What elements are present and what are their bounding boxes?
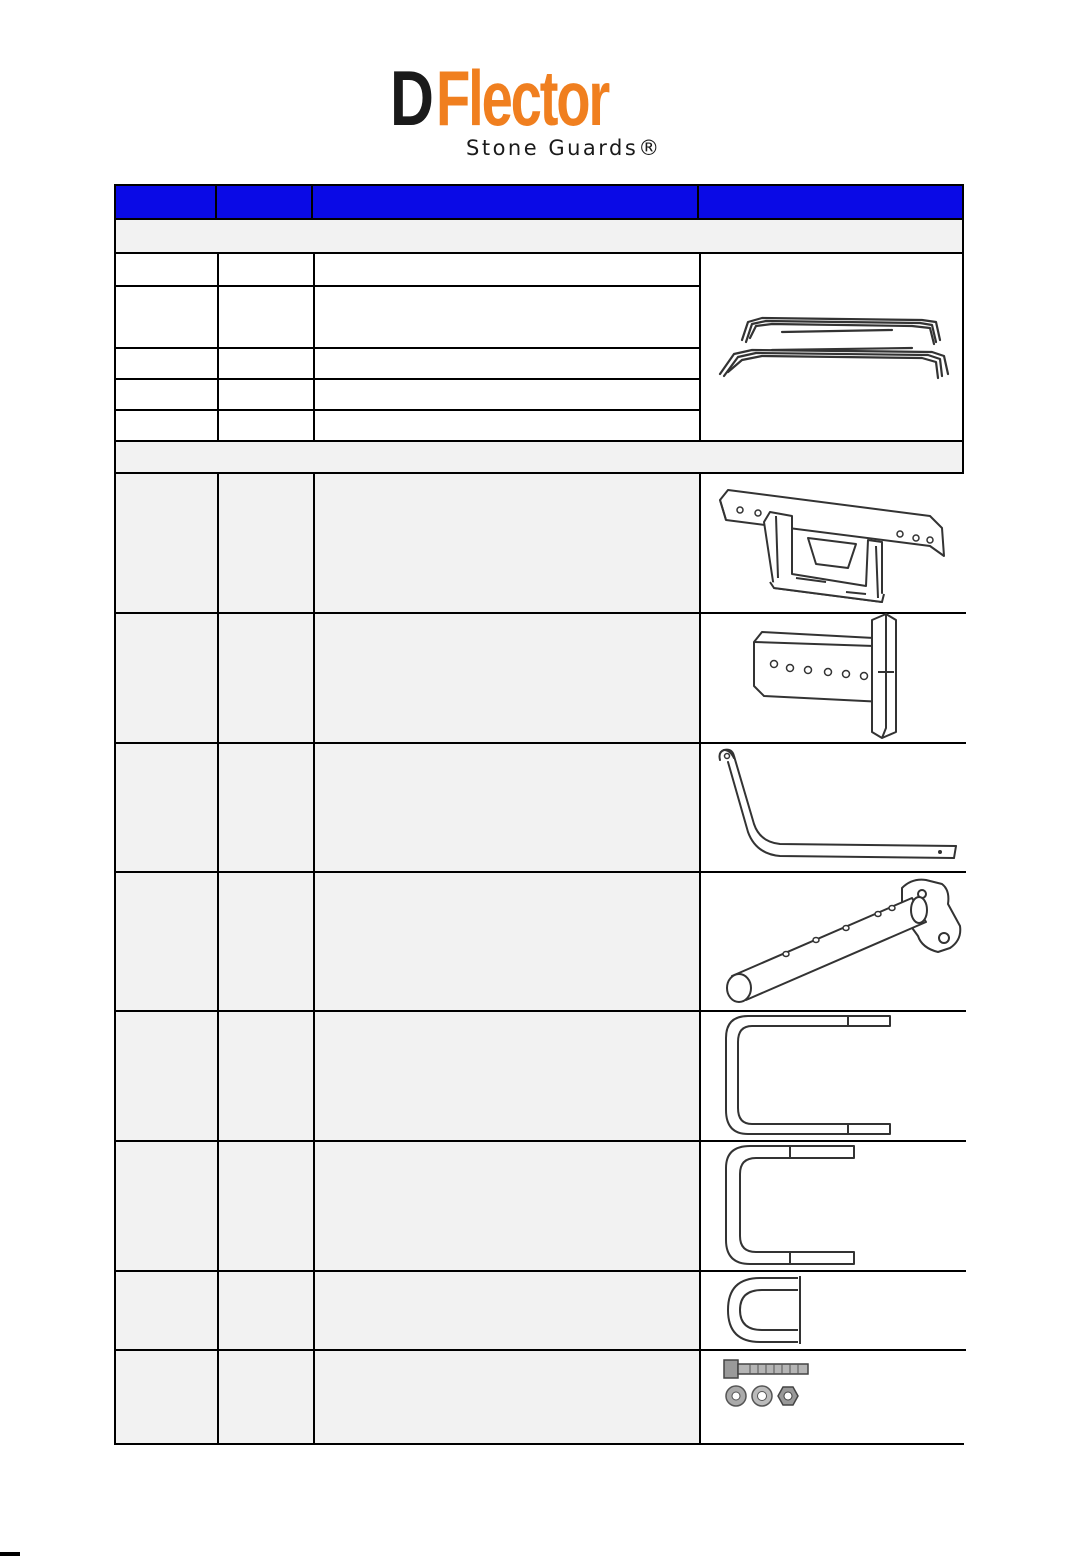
center-bracket-image <box>716 482 956 606</box>
long-u-bolt-image <box>718 1014 908 1138</box>
logo-letter-d: D <box>390 54 433 142</box>
bent-arm-tube-image <box>716 746 964 868</box>
table-row <box>116 742 966 744</box>
section-2-body <box>114 474 964 1445</box>
logo-tagline: Stone Guards® <box>466 136 662 160</box>
brand-logo <box>390 54 670 162</box>
header-cell-2 <box>217 186 313 218</box>
page-footer-mark <box>0 1552 20 1556</box>
stone-guard-bars-image <box>712 302 958 392</box>
table-row <box>116 1349 966 1351</box>
medium-u-bolt-image <box>720 1144 880 1268</box>
table-header-row <box>114 184 964 220</box>
side-bracket-image <box>734 612 924 740</box>
header-cell-1 <box>114 186 217 218</box>
small-u-bolt-image <box>720 1274 816 1346</box>
table-row <box>116 378 701 380</box>
mounting-tube-with-flange-image <box>716 874 962 1006</box>
logo-wordmark: Flector <box>436 54 609 142</box>
header-cell-4 <box>699 186 964 218</box>
table-row <box>116 285 701 287</box>
table-row <box>116 409 701 411</box>
table-row <box>116 1270 966 1272</box>
table-row <box>116 1140 966 1142</box>
table-row <box>116 347 701 349</box>
table-row <box>116 1010 966 1012</box>
section-header-2 <box>114 440 964 474</box>
section-header-1 <box>114 220 964 254</box>
header-cell-3 <box>313 186 699 218</box>
table-row <box>116 871 966 873</box>
section-1-body <box>114 254 964 440</box>
bolt-nut-washer-image <box>720 1354 830 1414</box>
